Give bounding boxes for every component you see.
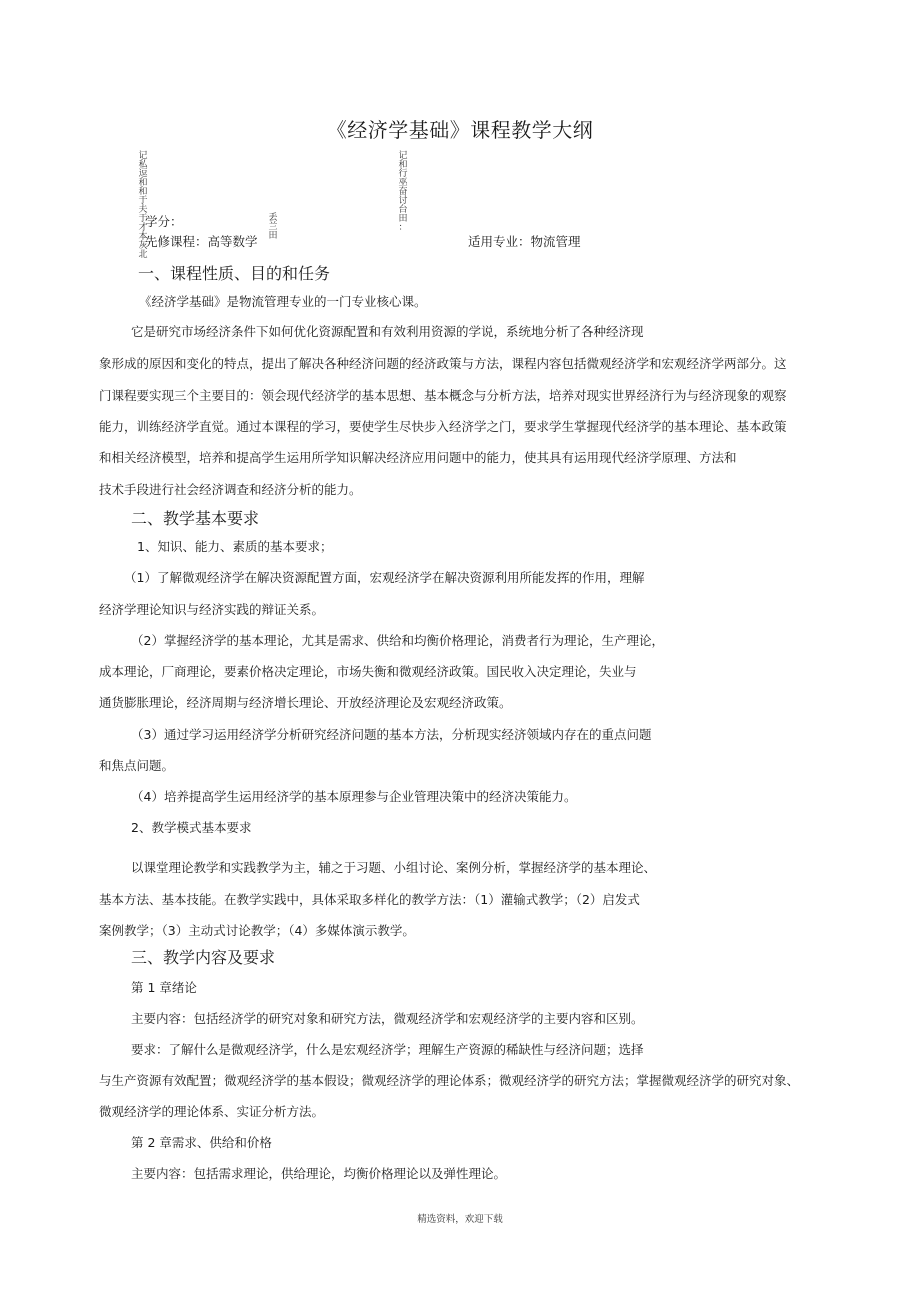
prerequisite-course: 先修课程：高等数学 [145, 234, 258, 249]
paragraph-line: 案例教学；（3）主动式讨论教学；（4）多媒体演示教学。 [99, 923, 415, 938]
paragraph-line: （2）掌握经济学的基本理论，尤其是需求、供给和均衡价格理论，消费者行为理论，生产理论， [131, 633, 664, 648]
paragraph-line: 门课程要实现三个主要目的：领会现代经济学的基本思想、基本概念与分析方法，培养对现实世界经济行为与经济现象的观察 [99, 388, 787, 403]
paragraph-line: 微观经济学的理论体系、实证分析方法。 [99, 1104, 325, 1119]
section-1-heading: 一、课程性质、目的和任务 [138, 264, 331, 283]
paragraph-line: 要求：了解什么是微观经济学，什么是宏观经济学；理解生产资源的稀缺性与经济问题；选择 [131, 1042, 644, 1057]
chapter-1-title: 第 1 章绪论 [131, 980, 197, 995]
paragraph-line: 基本方法、基本技能。在教学实践中，具体采取多样化的教学方法：（1）灌输式教学；（2）启发式 [99, 892, 640, 907]
applicable-major: 适用专业：物流管理 [468, 234, 581, 249]
chapter-2-content: 主要内容：包括需求理论，供给理论，均衡价格理论以及弹性理论。 [131, 1166, 507, 1181]
garbled-column-3: 记 和 行 巫 奋 讨 台 田 ： [398, 151, 408, 233]
paragraph-line: （4）培养提高学生运用经济学的基本原理参与企业管理决策中的经济决策能力。 [131, 789, 577, 804]
paragraph-line: 经济学理论知识与经济实践的辩证关系。 [99, 602, 325, 617]
page-footer: 精选资料，欢迎下载 [417, 1214, 503, 1225]
chapter-1-content: 主要内容：包括经济学的研究对象和研究方法，微观经济学和宏观经济学的主要内容和区别。 [131, 1011, 644, 1026]
paragraph-line: （1）了解微观经济学在解决资源配置方面，宏观经济学在解决资源利用所能发挥的作用，理解 [124, 570, 645, 585]
subsection-heading: 2、教学模式基本要求 [131, 820, 252, 835]
paragraph-line: 它是研究市场经济条件下如何优化资源配置和有效利用资源的学说，系统地分析了各种经济现 [131, 324, 644, 339]
paragraph-line: 能力，训练经济学直觉。通过本课程的学习，要使学生尽快步入经济学之门，要求学生掌握现代经济学的基本理论、基本政策 [99, 419, 787, 434]
section-2-heading: 二、教学基本要求 [131, 509, 260, 528]
garbled-column-2: 丢 兰 田 [268, 213, 278, 241]
subsection-heading: 1、知识、能力、素质的基本要求； [137, 539, 333, 554]
chapter-2-title: 第 2 章需求、供给和价格 [131, 1135, 272, 1150]
paragraph-line: 技术手段进行社会经济调查和经济分析的能力。 [99, 482, 362, 497]
paragraph-line: 和焦点问题。 [99, 758, 175, 773]
paragraph-line: （3）通过学习运用经济学分析研究经济问题的基本方法，分析现实经济领域内存在的重点问题 [131, 727, 652, 742]
credit-label: 学分： [145, 214, 183, 229]
paragraph-line: 象形成的原因和变化的特点，提出了解决各种经济问题的经济政策与方法，课程内容包括微观经济学和宏观经济学两部分。这 [99, 356, 787, 371]
paragraph-line: 通货膨胀理论，经济周期与经济增长理论、开放经济理论及宏观经济政策。 [99, 695, 512, 710]
section-3-heading: 三、教学内容及要求 [131, 948, 276, 967]
paragraph-line: 成本理论，厂商理论，要素价格决定理论，市场失衡和微观经济政策。国民收入决定理论，失业与 [99, 664, 637, 679]
document-title: 《经济学基础》课程教学大纲 [326, 118, 594, 142]
paragraph-line: 以课堂理论教学和实践教学为主，辅之于习题、小组讨论、案例分析，掌握经济学的基本理论、 [131, 860, 657, 875]
paragraph-line: 与生产资源有效配置；微观经济学的基本假设；微观经济学的理论体系；微观经济学的研究方法；掌握微观经济学的研究对象、 [99, 1073, 800, 1088]
paragraph-line: 《经济学基础》是物流管理专业的一门专业核心课。 [139, 294, 427, 309]
garbled-column-1: 记 私 逗 和 和 于 夫 于 才 本 灰 北 [138, 151, 148, 260]
paragraph-line: 和相关经济模型，培养和提高学生运用所学知识解决经济应用问题中的能力，使其具有运用现代经济学原理、方法和 [99, 450, 737, 465]
